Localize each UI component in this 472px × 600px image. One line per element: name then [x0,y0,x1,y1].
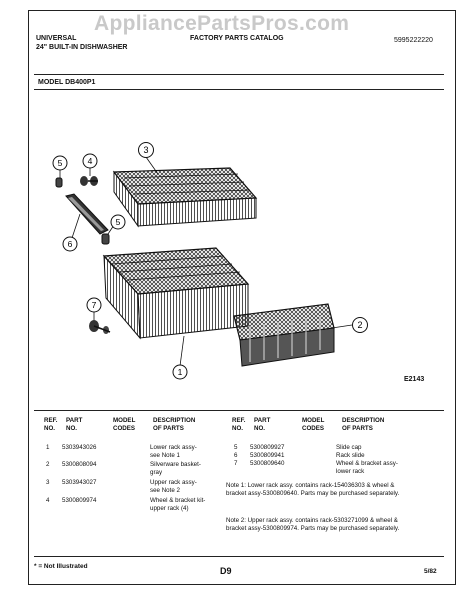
note-2: Note 2: Upper rack assy. contains rack-5303271099 & wheel & bracket assy-5300809974. Parts may be purchased separately. [226,517,400,532]
catalog-number: 5995222220 [394,37,433,44]
col-header-model: MODEL CODES [113,417,136,432]
lower-rack [104,248,248,338]
rack-slide [66,194,108,234]
upper-wheel-kit [80,176,98,186]
callout-1 [173,365,187,379]
parts-catalog-page: AppliancePartsPros.com UNIVERSAL 24" BUILT-IN DISHWASHER FACTORY PARTS CATALOG 5995222220 MODEL DB400P1 3 5 4 5 6 7 1 2 E2143 REF. NO. PART NO. MODEL CODES DESCRIPTION OF PARTS REF. NO. PART NO. MODEL CODES DESCRIPTION OF PARTS 1 5303943026 Lower rack assy- see Note 1 2 5300808094 Silverware basket- gray 3 5303943027 Upper rack assy- see Note 2 4 5300809974 Wheel & bracket kit- upper rack (4) 5 5300809927 Slide cap 6 5300809941 Rack slide 7 5300809640 Wheel & bracket assy- lower rack Note 1: Lower rack assy. contains rack-154036303 & wheel & bracket assy-5300809640. Parts may be purchased separately. Note 2: Upper rack assy. contains rack-5303271099 & wheel & bracket assy-5300809974. Parts may be purchased separately. * = Not Illustrated D9 5/82 [0,0,472,600]
figure-code: E2143 [404,376,425,383]
col-header-desc: DESCRIPTION OF PARTS [153,417,196,432]
col-header-part: PART NO. [66,417,83,432]
brand-name: UNIVERSAL [36,35,77,42]
print-date: 5/82 [424,568,437,575]
exploded-parts-diagram [34,138,414,388]
svg-text:6: 6 [67,239,73,249]
col-header-model-right: MODEL CODES [302,417,325,432]
callout-4 [83,154,97,168]
catalog-title: FACTORY PARTS CATALOG [190,35,284,42]
upper-rack [114,168,256,226]
footer-rule [34,556,444,557]
svg-text:3: 3 [143,145,149,155]
page-number: D9 [220,566,232,576]
table-rule-top [34,410,444,411]
svg-text:5: 5 [115,217,121,227]
callout-2 [353,318,368,333]
note-1: Note 1: Lower rack assy. contains rack-154036303 & wheel & bracket assy-5300809640. Parts may be purchased separately. [226,482,400,497]
svg-text:7: 7 [91,300,97,310]
header-rule-bottom [34,89,444,90]
col-header-ref-right: REF. NO. [232,417,246,432]
header-rule-top [34,74,444,75]
col-header-desc-right: DESCRIPTION OF PARTS [342,417,385,432]
svg-text:4: 4 [87,156,93,166]
col-header-part-right: PART NO. [254,417,271,432]
callout-3 [139,143,154,158]
svg-text:2: 2 [357,320,363,330]
product-name: 24" BUILT-IN DISHWASHER [36,44,128,51]
col-header-ref: REF. NO. [44,417,58,432]
callout-5-top [53,156,67,170]
svg-text:1: 1 [177,367,183,377]
watermark: AppliancePartsPros.com [94,12,350,35]
callout-7 [87,298,101,312]
silverware-basket [234,304,334,366]
lower-wheel-bracket [89,320,110,334]
svg-text:5: 5 [57,158,63,168]
model-number: MODEL DB400P1 [38,79,96,86]
not-illustrated-legend: * = Not Illustrated [34,563,88,570]
callout-6 [63,237,77,251]
callout-5-mid [111,215,125,229]
